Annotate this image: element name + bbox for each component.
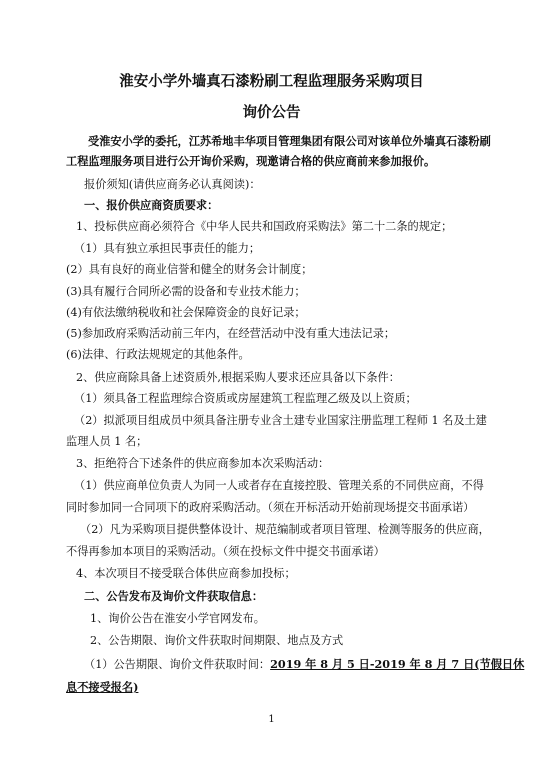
document-title: 淮安小学外墙真石漆粉刷工程监理服务采购项目 <box>119 74 424 90</box>
publication-item-2: 2、公告期限、询价文件获取时间期限、地点及方式 <box>90 634 344 647</box>
notice-line: 报价须知(请供应商务必认真阅读)： <box>84 178 261 191</box>
requirement-item-2: 2、供应商除具备上述资质外,根据采购人要求还应具备以下条件： <box>76 371 400 384</box>
publication-item-1: 1、询价公告在淮安小学官网发布。 <box>90 612 265 625</box>
requirement-item-4: 4、本次项目不接受联合体供应商参加投标； <box>76 567 296 580</box>
document-subtitle: 询价公告 <box>242 105 301 121</box>
publication-item-2-1-prefix: （1）公告期限、询价文件获取时间： <box>84 658 271 671</box>
publication-item-2-1-tail: 息不接受报名) <box>66 680 139 694</box>
publication-item-2-1 <box>84 657 525 672</box>
requirement-item-3-1b: 同时参加同一合同项下的政府采购活动。（须在开标活动开始前现场提交书面承诺） <box>66 501 475 514</box>
requirement-item-1-2: (2）具有良好的商业信誉和健全的财务会计制度； <box>66 263 313 276</box>
page-number: 1 <box>268 714 275 725</box>
requirement-item-1-4: (4)有依法缴纳税收和社会保障资金的良好记录； <box>66 306 306 319</box>
requirement-item-1-3: (3)具有履行合同所必需的设备和专业技术能力； <box>66 285 306 298</box>
requirement-item-2-2b: 监理人员 1 名； <box>66 435 148 448</box>
announcement-date-range: 2019 年 8 月 5 日-2019 年 8 月 7 日(节假日休 <box>270 657 525 671</box>
requirement-item-2-2a: （2）拟派项目组成员中须具备注册专业含土建专业国家注册监理工程师 1 名及土建 <box>74 414 487 427</box>
section-1-heading: 一、报价供应商资质要求： <box>84 198 219 212</box>
intro-line-1: 受淮安小学的委托，江苏希地丰华项目管理集团有限公司对该单位外墙真石漆粉刷 <box>88 134 491 148</box>
requirement-item-1-1: （1）具有独立承担民事责任的能力； <box>74 242 261 255</box>
section-2-heading: 二、公告发布及询价文件获取信息： <box>84 589 264 603</box>
intro-line-2: 工程监理服务项目进行公开询价采购，现邀请合格的供应商前来参加报价。 <box>66 154 436 168</box>
requirement-item-3-2b: 不得再参加本项目的采购活动。（须在投标文件中提交书面承诺） <box>66 545 385 558</box>
requirement-item-1-5: (5)参加政府采购活动前三年内，在经营活动中没有重大违法记录； <box>66 327 396 340</box>
requirement-item-2-1: （1）须具备工程监理综合资质或房屋建筑工程监理乙级及以上资质； <box>74 392 417 405</box>
requirement-item-1-6: (6)法律、行政法规规定的其他条件。 <box>66 348 250 361</box>
requirement-item-3-2a: （2）凡为采购项目提供整体设计、规范编制或者项目管理、检测等服务的供应商， <box>80 523 490 536</box>
requirement-item-1: 1、投标供应商必须符合《中华人民共和国政府采购法》第二十二条的规定； <box>76 220 453 233</box>
requirement-item-3-1a: （1）供应商单位负责人为同一人或者存在直接控股、管理关系的不同供应商，不得 <box>74 479 484 492</box>
requirement-item-3: 3、拒绝符合下述条件的供应商参加本次采购活动： <box>76 457 330 470</box>
